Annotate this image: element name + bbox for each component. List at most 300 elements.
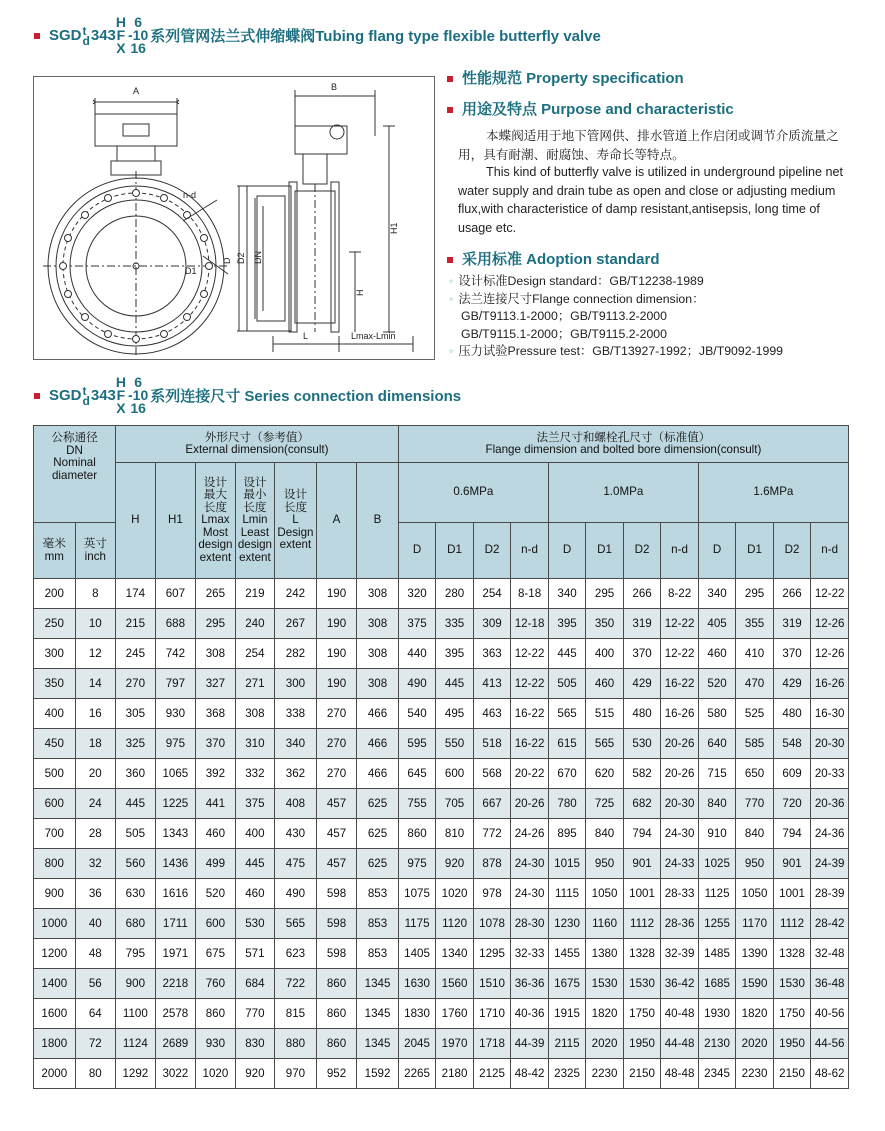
table-cell: 480 <box>623 699 661 729</box>
table-cell: 12 <box>75 639 116 669</box>
table-cell: 325 <box>116 729 156 759</box>
table-cell: 24 <box>75 789 116 819</box>
standard-item-flange: ◦ 法兰连接尺寸Flange connection dimension： <box>449 291 705 306</box>
table-cell: 607 <box>155 579 196 609</box>
table-cell: 16 <box>75 699 116 729</box>
table-cell: 794 <box>773 819 811 849</box>
table-cell: 1915 <box>548 999 586 1029</box>
table-cell: 2230 <box>736 1059 774 1089</box>
table-cell: 480 <box>773 699 811 729</box>
table-cell: 520 <box>196 879 236 909</box>
table-cell: 1328 <box>773 939 811 969</box>
dimension-table <box>33 425 849 1089</box>
purpose-text-cn: 本蝶阀适用于地下管网供、排水管道上作启闭或调节介质流量之用，具有耐潮、耐腐蚀、寿命长等特点。 <box>458 129 839 162</box>
table-cell: 1530 <box>623 969 661 999</box>
table-cell: 392 <box>196 759 236 789</box>
header-d1: D1 <box>736 523 774 579</box>
table-cell: 1170 <box>736 909 774 939</box>
table-cell: 56 <box>75 969 116 999</box>
model-prefix: SGD <box>49 27 82 44</box>
table-cell: 840 <box>698 789 736 819</box>
table-cell: 920 <box>235 1059 275 1089</box>
table-cell: 910 <box>698 819 736 849</box>
table-cell: 20-30 <box>661 789 699 819</box>
table-cell: 1124 <box>116 1029 156 1059</box>
table-cell: 860 <box>316 1029 357 1059</box>
table-cell: 2150 <box>773 1059 811 1089</box>
table-row <box>34 639 849 669</box>
table-cell: 1175 <box>398 909 436 939</box>
table-cell: 548 <box>773 729 811 759</box>
table-cell: 190 <box>316 669 357 699</box>
table-cell: 28 <box>75 819 116 849</box>
table-row <box>34 999 849 1029</box>
table-cell: 1616 <box>155 879 196 909</box>
table-cell: 722 <box>275 969 317 999</box>
label-l: L <box>303 331 309 341</box>
table-cell: 600 <box>196 909 236 939</box>
table-cell: 1560 <box>436 969 474 999</box>
table-cell: 338 <box>275 699 317 729</box>
table-cell: 340 <box>275 729 317 759</box>
table-cell: 470 <box>736 669 774 699</box>
table-cell: 830 <box>235 1029 275 1059</box>
table-cell: 585 <box>736 729 774 759</box>
table-cell: 1750 <box>623 999 661 1029</box>
table-cell: 1200 <box>34 939 76 969</box>
table-cell: 1025 <box>698 849 736 879</box>
table-cell: 952 <box>316 1059 357 1089</box>
table-cell: 16-26 <box>661 699 699 729</box>
table-cell: 190 <box>316 639 357 669</box>
model-heading-1 <box>34 16 601 55</box>
table-cell: 40-48 <box>661 999 699 1029</box>
table-cell: 245 <box>116 639 156 669</box>
header-flange: 法兰尺寸和螺栓孔尺寸（标准值） Flange dimension and bolted bore dimension(consult) <box>398 426 848 463</box>
table-cell: 780 <box>548 789 586 819</box>
table-cell: 650 <box>736 759 774 789</box>
table-cell: 1760 <box>436 999 474 1029</box>
table-cell: 12-26 <box>811 609 849 639</box>
table-cell: 620 <box>586 759 624 789</box>
table-cell: 445 <box>436 669 474 699</box>
label-nd: n-d <box>183 190 197 200</box>
table-cell: 20-26 <box>661 729 699 759</box>
table-cell: 441 <box>196 789 236 819</box>
table-cell: 363 <box>473 639 511 669</box>
table-cell: 309 <box>473 609 511 639</box>
table-cell: 370 <box>773 639 811 669</box>
model-col2: 6 -10 16 <box>128 14 149 56</box>
table-cell: 254 <box>473 579 511 609</box>
table-cell: 429 <box>623 669 661 699</box>
table-cell: 565 <box>275 909 317 939</box>
table-cell: 270 <box>316 759 357 789</box>
label-lmax-lmin: Lmax-Lmin <box>351 331 396 341</box>
table-cell: 466 <box>357 729 399 759</box>
header-pressure-10: 1.0MPa <box>548 463 698 523</box>
header-lmin: 设计 最小 长度 Lmin Least design extent <box>235 463 275 579</box>
table-cell: 1050 <box>736 879 774 909</box>
table-cell: 340 <box>548 579 586 609</box>
model-heading-2: SGD t d 343 H F X 6 -10 16 系列连接尺寸 Series connection dimensions <box>34 376 461 415</box>
table-cell: 327 <box>196 669 236 699</box>
table-cell: 20-36 <box>811 789 849 819</box>
header-d: D <box>698 523 736 579</box>
table-cell: 445 <box>548 639 586 669</box>
table-cell: 295 <box>736 579 774 609</box>
model-td: t d <box>82 23 90 48</box>
table-cell: 28-39 <box>811 879 849 909</box>
table-cell: 1590 <box>736 969 774 999</box>
table-cell: 860 <box>316 969 357 999</box>
header-h1: H1 <box>155 463 196 579</box>
table-cell: 200 <box>34 579 76 609</box>
table-cell: 900 <box>34 879 76 909</box>
table-cell: 499 <box>196 849 236 879</box>
table-cell: 267 <box>275 609 317 639</box>
label-d: D <box>222 257 232 264</box>
table-cell: 400 <box>235 819 275 849</box>
table-cell: 460 <box>235 879 275 909</box>
table-cell: 900 <box>116 969 156 999</box>
table-cell: 190 <box>316 579 357 609</box>
table-cell: 32 <box>75 849 116 879</box>
table-cell: 408 <box>275 789 317 819</box>
table-cell: 24-30 <box>661 819 699 849</box>
table-cell: 860 <box>196 999 236 1029</box>
table-cell: 1380 <box>586 939 624 969</box>
table-cell: 466 <box>357 759 399 789</box>
table-cell: 720 <box>773 789 811 819</box>
table-cell: 1830 <box>398 999 436 1029</box>
table-cell: 1405 <box>398 939 436 969</box>
table-row <box>34 789 849 819</box>
table-cell: 840 <box>586 819 624 849</box>
table-cell: 623 <box>275 939 317 969</box>
label-a: A <box>133 86 140 96</box>
purpose-heading: 用途及特点 Purpose and characteristic <box>447 98 734 119</box>
table-cell: 460 <box>196 819 236 849</box>
table-cell: 1485 <box>698 939 736 969</box>
table-cell: 725 <box>586 789 624 819</box>
table-cell: 598 <box>316 939 357 969</box>
table-cell: 715 <box>698 759 736 789</box>
table-row <box>34 849 849 879</box>
table-cell: 8-22 <box>661 579 699 609</box>
table-cell: 901 <box>773 849 811 879</box>
table-cell: 8 <box>75 579 116 609</box>
adoption-heading: 采用标准 Adoption standard <box>447 248 660 269</box>
table-cell: 1292 <box>116 1059 156 1089</box>
header-d2: D2 <box>473 523 511 579</box>
property-heading: 性能规范 Property specification <box>447 67 684 88</box>
table-cell: 2325 <box>548 1059 586 1089</box>
table-cell: 44-48 <box>661 1029 699 1059</box>
table-cell: 688 <box>155 609 196 639</box>
table-cell: 565 <box>548 699 586 729</box>
table-cell: 770 <box>235 999 275 1029</box>
table-cell: 495 <box>436 699 474 729</box>
table-cell: 16-22 <box>511 699 549 729</box>
table-cell: 1120 <box>436 909 474 939</box>
table-cell: 265 <box>196 579 236 609</box>
table-cell: 2130 <box>698 1029 736 1059</box>
table-cell: 1075 <box>398 879 436 909</box>
table-cell: 332 <box>235 759 275 789</box>
table-cell: 2150 <box>623 1059 661 1089</box>
header-l: 设计 长度 L Design extent <box>275 463 317 579</box>
table-cell: 300 <box>34 639 76 669</box>
table-cell: 36-48 <box>811 969 849 999</box>
header-d: D <box>548 523 586 579</box>
table-cell: 1050 <box>586 879 624 909</box>
table-cell: 1970 <box>436 1029 474 1059</box>
header-nd: n-d <box>511 523 549 579</box>
label-d1: D1 <box>185 266 197 276</box>
table-cell: 300 <box>275 669 317 699</box>
table-cell: 598 <box>316 879 357 909</box>
table-cell: 1015 <box>548 849 586 879</box>
table-cell: 645 <box>398 759 436 789</box>
table-cell: 1345 <box>357 1029 399 1059</box>
table-cell: 308 <box>357 669 399 699</box>
table-cell: 40-36 <box>511 999 549 1029</box>
table-cell: 12-22 <box>661 609 699 639</box>
table-cell: 1100 <box>116 999 156 1029</box>
header-external: 外形尺寸（参考值） External dimension(consult) <box>116 426 399 463</box>
label-h1: H1 <box>389 222 399 234</box>
table-cell: 271 <box>235 669 275 699</box>
table-cell: 12-18 <box>511 609 549 639</box>
table-cell: 598 <box>316 909 357 939</box>
table-cell: 36 <box>75 879 116 909</box>
table-cell: 950 <box>586 849 624 879</box>
table-cell: 815 <box>275 999 317 1029</box>
table-row <box>34 909 849 939</box>
header-mm: 毫米 mm <box>34 523 76 579</box>
table-cell: 240 <box>235 609 275 639</box>
table-cell: 32-48 <box>811 939 849 969</box>
header-d2: D2 <box>773 523 811 579</box>
table-cell: 520 <box>698 669 736 699</box>
header-pressure-16: 1.6MPa <box>698 463 848 523</box>
table-cell: 242 <box>275 579 317 609</box>
table-cell: 410 <box>736 639 774 669</box>
table-cell: 305 <box>116 699 156 729</box>
table-cell: 24-26 <box>511 819 549 849</box>
label-dn: DN <box>253 251 263 264</box>
table-cell: 930 <box>155 699 196 729</box>
table-cell: 2020 <box>586 1029 624 1059</box>
table-cell: 505 <box>548 669 586 699</box>
table-cell: 490 <box>398 669 436 699</box>
table-cell: 2125 <box>473 1059 511 1089</box>
purpose-text-en: This kind of butterfly valve is utilized in underground pipeline net water supply and drain tube as open and close or adjusting medium flux,with characteristice of damp resistant,antisepsis, long time of usage etc. <box>458 165 844 235</box>
table-cell: 901 <box>623 849 661 879</box>
table-cell: 48-42 <box>511 1059 549 1089</box>
table-title: 系列连接尺寸 Series connection dimensions <box>150 388 462 405</box>
table-cell: 582 <box>623 759 661 789</box>
table-cell: 515 <box>586 699 624 729</box>
table-cell: 219 <box>235 579 275 609</box>
table-cell: 24-33 <box>661 849 699 879</box>
table-row <box>34 609 849 639</box>
table-row <box>34 759 849 789</box>
table-cell: 340 <box>698 579 736 609</box>
table-cell: 680 <box>116 909 156 939</box>
table-cell: 350 <box>586 609 624 639</box>
table-cell: 853 <box>357 879 399 909</box>
table-cell: 445 <box>235 849 275 879</box>
table-cell: 28-30 <box>511 909 549 939</box>
table-cell: 2578 <box>155 999 196 1029</box>
table-cell: 880 <box>275 1029 317 1059</box>
table-cell: 1112 <box>623 909 661 939</box>
table-cell: 1345 <box>357 999 399 1029</box>
table-cell: 18 <box>75 729 116 759</box>
table-cell: 1750 <box>773 999 811 1029</box>
table-cell: 460 <box>586 669 624 699</box>
table-row <box>34 939 849 969</box>
bullet-square <box>34 33 40 39</box>
table-cell: 32-39 <box>661 939 699 969</box>
table-cell: 2230 <box>586 1059 624 1089</box>
table-cell: 215 <box>116 609 156 639</box>
header-nd: n-d <box>661 523 699 579</box>
header-d1: D1 <box>436 523 474 579</box>
table-cell: 28-33 <box>661 879 699 909</box>
table-cell: 595 <box>398 729 436 759</box>
table-cell: 12-22 <box>661 639 699 669</box>
label-b: B <box>331 82 338 92</box>
table-row <box>34 699 849 729</box>
table-cell: 460 <box>698 639 736 669</box>
table-cell: 319 <box>623 609 661 639</box>
table-cell: 1820 <box>736 999 774 1029</box>
table-cell: 1328 <box>623 939 661 969</box>
table-cell: 1230 <box>548 909 586 939</box>
table-cell: 1078 <box>473 909 511 939</box>
table-cell: 457 <box>316 789 357 819</box>
table-cell: 1343 <box>155 819 196 849</box>
table-cell: 772 <box>473 819 511 849</box>
table-cell: 1020 <box>436 879 474 909</box>
table-cell: 1950 <box>773 1029 811 1059</box>
table-cell: 609 <box>773 759 811 789</box>
table-row <box>34 729 849 759</box>
table-cell: 860 <box>316 999 357 1029</box>
header-nominal: 公称通径 DN Nominal diameter <box>34 426 116 523</box>
table-cell: 1510 <box>473 969 511 999</box>
table-cell: 429 <box>773 669 811 699</box>
table-cell: 24-36 <box>811 819 849 849</box>
table-cell: 1345 <box>357 969 399 999</box>
table-cell: 1800 <box>34 1029 76 1059</box>
table-cell: 250 <box>34 609 76 639</box>
table-cell: 430 <box>275 819 317 849</box>
table-cell: 48-62 <box>811 1059 849 1089</box>
table-cell: 36-36 <box>511 969 549 999</box>
table-cell: 1675 <box>548 969 586 999</box>
table-cell: 12-26 <box>811 639 849 669</box>
table-cell: 16-26 <box>811 669 849 699</box>
table-cell: 853 <box>357 939 399 969</box>
table-cell: 540 <box>398 699 436 729</box>
table-cell: 270 <box>316 729 357 759</box>
model-number: 343 <box>90 27 116 44</box>
table-cell: 1711 <box>155 909 196 939</box>
table-cell: 1436 <box>155 849 196 879</box>
table-cell: 335 <box>436 609 474 639</box>
table-cell: 500 <box>34 759 76 789</box>
table-cell: 1718 <box>473 1029 511 1059</box>
table-cell: 2265 <box>398 1059 436 1089</box>
table-cell: 794 <box>623 819 661 849</box>
table-cell: 667 <box>473 789 511 819</box>
table-cell: 10 <box>75 609 116 639</box>
table-cell: 640 <box>698 729 736 759</box>
table-cell: 308 <box>196 639 236 669</box>
table-cell: 571 <box>235 939 275 969</box>
table-cell: 1115 <box>548 879 586 909</box>
table-cell: 530 <box>235 909 275 939</box>
table-cell: 2345 <box>698 1059 736 1089</box>
standard-item-pressure: ◦ 压力试验Pressure test：GB/T13927-1992；JB/T9092-1999 <box>449 344 784 358</box>
table-cell: 370 <box>196 729 236 759</box>
table-cell: 40 <box>75 909 116 939</box>
table-cell: 48 <box>75 939 116 969</box>
table-cell: 12-22 <box>511 669 549 699</box>
table-cell: 445 <box>116 789 156 819</box>
table-cell: 1295 <box>473 939 511 969</box>
table-cell: 600 <box>34 789 76 819</box>
table-row <box>34 969 849 999</box>
table-cell: 72 <box>75 1029 116 1059</box>
table-cell: 878 <box>473 849 511 879</box>
model-col1: H F X <box>115 14 127 56</box>
table-cell: 518 <box>473 729 511 759</box>
table-cell: 770 <box>736 789 774 819</box>
table-cell: 28-36 <box>661 909 699 939</box>
table-cell: 630 <box>116 879 156 909</box>
table-cell: 755 <box>398 789 436 819</box>
table-cell: 368 <box>196 699 236 729</box>
table-cell: 174 <box>116 579 156 609</box>
table-cell: 742 <box>155 639 196 669</box>
table-cell: 1971 <box>155 939 196 969</box>
header-nd: n-d <box>811 523 849 579</box>
table-cell: 670 <box>548 759 586 789</box>
table-cell: 466 <box>357 699 399 729</box>
table-body <box>34 579 849 1089</box>
table-cell: 568 <box>473 759 511 789</box>
table-cell: 1530 <box>773 969 811 999</box>
table-cell: 797 <box>155 669 196 699</box>
table-cell: 1530 <box>586 969 624 999</box>
table-cell: 625 <box>357 819 399 849</box>
table-cell: 28-42 <box>811 909 849 939</box>
table-cell: 44-56 <box>811 1029 849 1059</box>
valve-drawing <box>33 76 435 360</box>
table-cell: 405 <box>698 609 736 639</box>
table-cell: 600 <box>436 759 474 789</box>
table-cell: 705 <box>436 789 474 819</box>
table-cell: 280 <box>436 579 474 609</box>
table-cell: 370 <box>623 639 661 669</box>
table-cell: 975 <box>155 729 196 759</box>
table-cell: 282 <box>275 639 317 669</box>
